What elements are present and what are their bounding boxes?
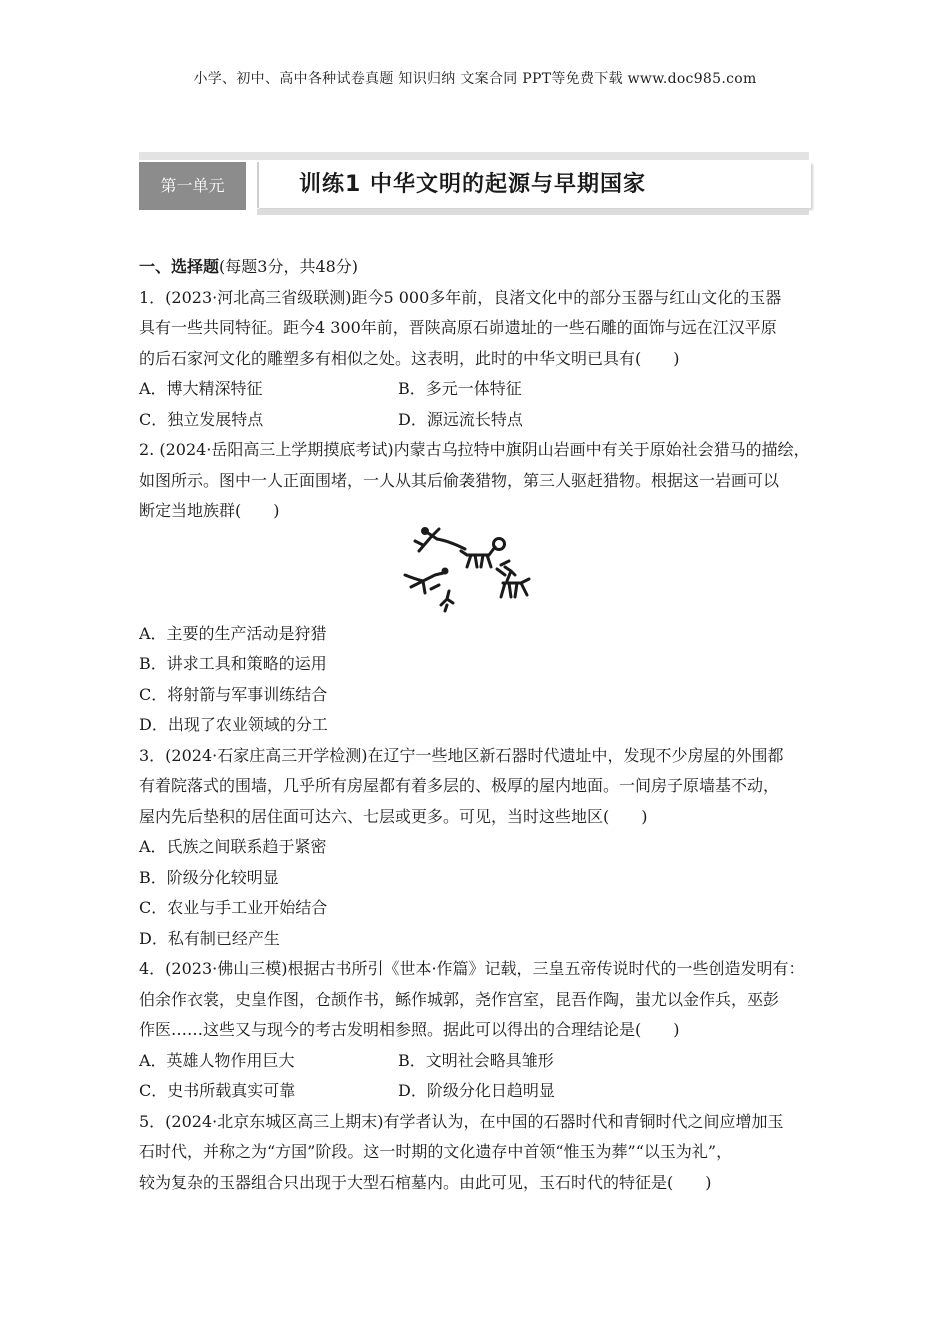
- question-text-line: 屋内先后垫积的居住面可达六、七层或更多。可见，当时这些地区( ): [139, 806, 648, 826]
- unit-banner: [139, 152, 809, 220]
- question-text-line: 断定当地族群( ): [139, 501, 280, 520]
- question-text-line: 作医……这些又与现今的考古发明相参照。据此可以得出的合理结论是( ): [139, 1020, 680, 1039]
- option-b: B．文明社会略具雏形: [398, 1050, 554, 1070]
- option-a: A．博大精深特征: [139, 379, 263, 398]
- page-header: 小学、初中、高中各种试卷真题 知识归纳 文案合同 PPT等免费下载 www.doc985.com: [193, 71, 757, 87]
- question-3: [139, 741, 819, 955]
- banner-top-rule: [139, 152, 809, 160]
- rock-painting-hunting-icon: [401, 525, 551, 621]
- question-text-line: 3．(2024·石家庄高三开学检测)在辽宁一些地区新石器时代遗址中，发现不少房屋的外围都: [139, 745, 784, 765]
- option-c: C．史书所载真实可靠: [139, 1081, 296, 1100]
- option-a: A．氏族之间联系趋于紧密: [139, 837, 327, 856]
- question-text-line: 有着院落式的围墙，几乎所有房屋都有着多层的、极厚的屋内地面。一间房子原墙基不动，: [139, 776, 780, 795]
- option-b: B．多元一体特征: [398, 379, 522, 398]
- question-content: [139, 252, 819, 1198]
- question-text-line: 的后石家河文化的雕塑多有相似之处。这表明，此时的中华文明已具有( ): [139, 348, 680, 368]
- option-b: B．阶级分化较明显: [139, 867, 279, 887]
- option-a: A．主要的生产活动是狩猎: [139, 623, 327, 643]
- unit-label: 第一单元: [139, 162, 246, 210]
- question-1: [139, 283, 819, 436]
- section-title: [139, 252, 819, 283]
- option-d: D．阶级分化日趋明显: [398, 1081, 555, 1100]
- section-scoring-note: (每题3分，共48分): [219, 257, 359, 276]
- option-c: C．农业与手工业开始结合: [139, 898, 328, 917]
- question-text-line: 2. (2024·岳阳高三上学期摸底考试)内蒙古乌拉特中旗阴山岩画中有关于原始社会猎马的描绘，: [139, 440, 810, 459]
- option-a: A．英雄人物作用巨大: [139, 1050, 295, 1070]
- question-text-line: 伯余作衣裳，史皇作图，仓颉作书，鲧作城郭，尧作宫室，昆吾作陶，蚩尤以金作兵，巫彭: [139, 989, 780, 1009]
- option-d: D．源远流长特点: [398, 409, 523, 429]
- rock-painting-figure: [139, 527, 819, 619]
- option-c: C．独立发展特点: [139, 409, 264, 429]
- question-text-line: 1．(2023·河北高三省级联测)距今5 000多年前，良渚文化中的部分玉器与红山文化的玉器: [139, 287, 782, 307]
- question-4: [139, 954, 819, 1107]
- question-text-line: 如图所示。图中一人正面围堵，一人从其后偷袭猎物，第三人驱赶猎物。根据这一岩画可以: [139, 470, 780, 490]
- option-d: D．出现了农业领域的分工: [139, 715, 328, 734]
- option-d: D．私有制已经产生: [139, 928, 280, 948]
- option-b: B．讲求工具和策略的运用: [139, 654, 327, 673]
- banner-bottom-rule: [257, 209, 809, 215]
- question-text-line: 较为复杂的玉器组合只出现于大型石棺墓内。由此可见，玉石时代的特征是( ): [139, 1172, 712, 1192]
- question-text-line: 石时代，并称之为“方国”阶段。这一时期的文化遗存中首领“惟玉为葬”“以玉为礼”，: [139, 1142, 733, 1161]
- section-title-label: 一、选择题: [139, 257, 220, 276]
- question-2: [139, 435, 819, 741]
- question-5: [139, 1107, 819, 1199]
- option-c: C．将射箭与军事训练结合: [139, 684, 328, 704]
- lesson-title-box: [257, 162, 811, 208]
- question-text-line: 5．(2024·北京东城区高三上期末)有学者认为，在中国的石器时代和青铜时代之间应增加玉: [139, 1111, 784, 1131]
- question-text-line: 具有一些共同特征。距今4 300年前，晋陕高原石峁遗址的一些石雕的面饰与远在江汉平原: [139, 318, 777, 337]
- lesson-title: 训练1 中华文明的起源与早期国家: [299, 172, 646, 197]
- question-text-line: 4．(2023·佛山三模)根据古书所引《世本·作篇》记载，三皇五帝传说时代的一些创造发明有：: [139, 959, 805, 978]
